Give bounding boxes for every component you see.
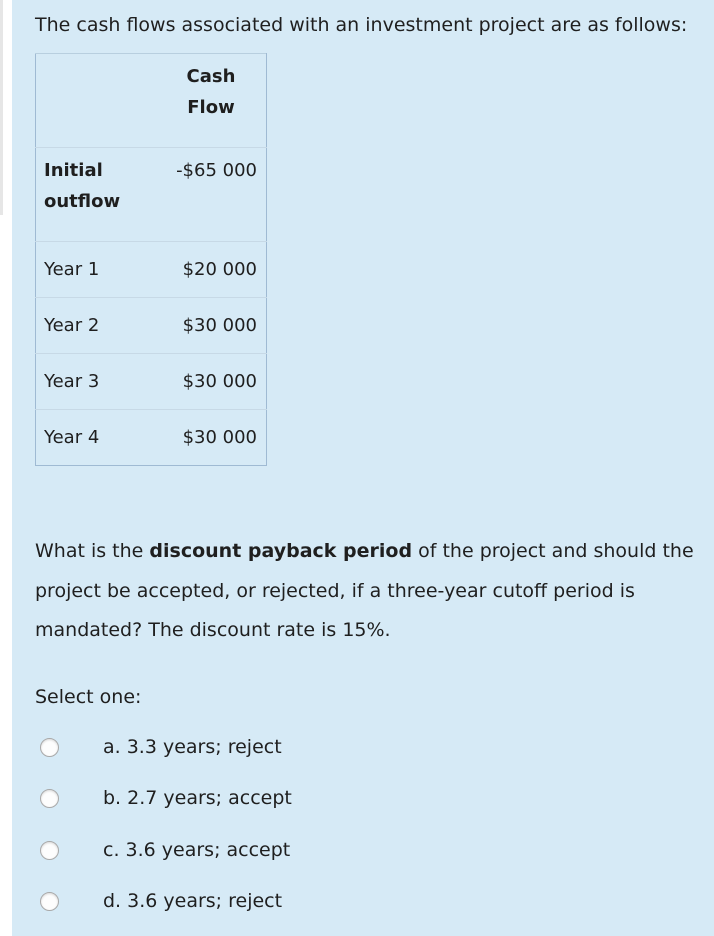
- row-amount: $30 000: [157, 410, 267, 466]
- row-amount: -$65 000: [157, 148, 267, 242]
- radio-button[interactable]: [40, 738, 59, 757]
- row-amount: $30 000: [157, 354, 267, 410]
- table-row: [36, 298, 267, 354]
- row-label: Initial outflow: [36, 148, 158, 242]
- row-label: Year 2: [36, 298, 158, 354]
- row-amount: $20 000: [157, 242, 267, 298]
- table-row: [36, 242, 267, 298]
- option-label: d. 3.6 years; reject: [103, 890, 283, 912]
- table-row: [36, 354, 267, 410]
- question-text: [35, 532, 705, 651]
- table-row: [36, 148, 267, 242]
- select-one-label: Select one:: [35, 686, 142, 708]
- table-row: [36, 410, 267, 466]
- question-text-post: of the project and should the project be accepted, or rejected, if a three-year cutoff period is mandated? The discount rate is 15%.: [35, 540, 694, 641]
- row-label: Year 3: [36, 354, 158, 410]
- option-label: c. 3.6 years; accept: [103, 839, 291, 861]
- question-text-emphasis: discount payback period: [149, 540, 413, 562]
- row-label: Year 4: [36, 410, 158, 466]
- option-label: b. 2.7 years; accept: [103, 787, 292, 809]
- question-text-pre: What is the: [35, 540, 150, 562]
- table-header-row: [36, 54, 267, 148]
- radio-button[interactable]: [40, 841, 59, 860]
- radio-button[interactable]: [40, 789, 59, 808]
- left-edge-divider: [0, 0, 3, 215]
- answer-option-c[interactable]: [40, 832, 340, 868]
- row-amount: $30 000: [157, 298, 267, 354]
- header-cash-flow: Cash Flow: [157, 54, 267, 148]
- cash-flow-table: [35, 53, 267, 466]
- option-label: a. 3.3 years; reject: [103, 736, 282, 758]
- answer-option-a[interactable]: [40, 729, 340, 765]
- question-intro: The cash flows associated with an investment project are as follows:: [35, 14, 688, 36]
- row-label: Year 1: [36, 242, 158, 298]
- answer-option-b[interactable]: [40, 780, 340, 816]
- header-blank-cell: [36, 54, 158, 148]
- answer-option-d[interactable]: [40, 883, 340, 919]
- radio-button[interactable]: [40, 892, 59, 911]
